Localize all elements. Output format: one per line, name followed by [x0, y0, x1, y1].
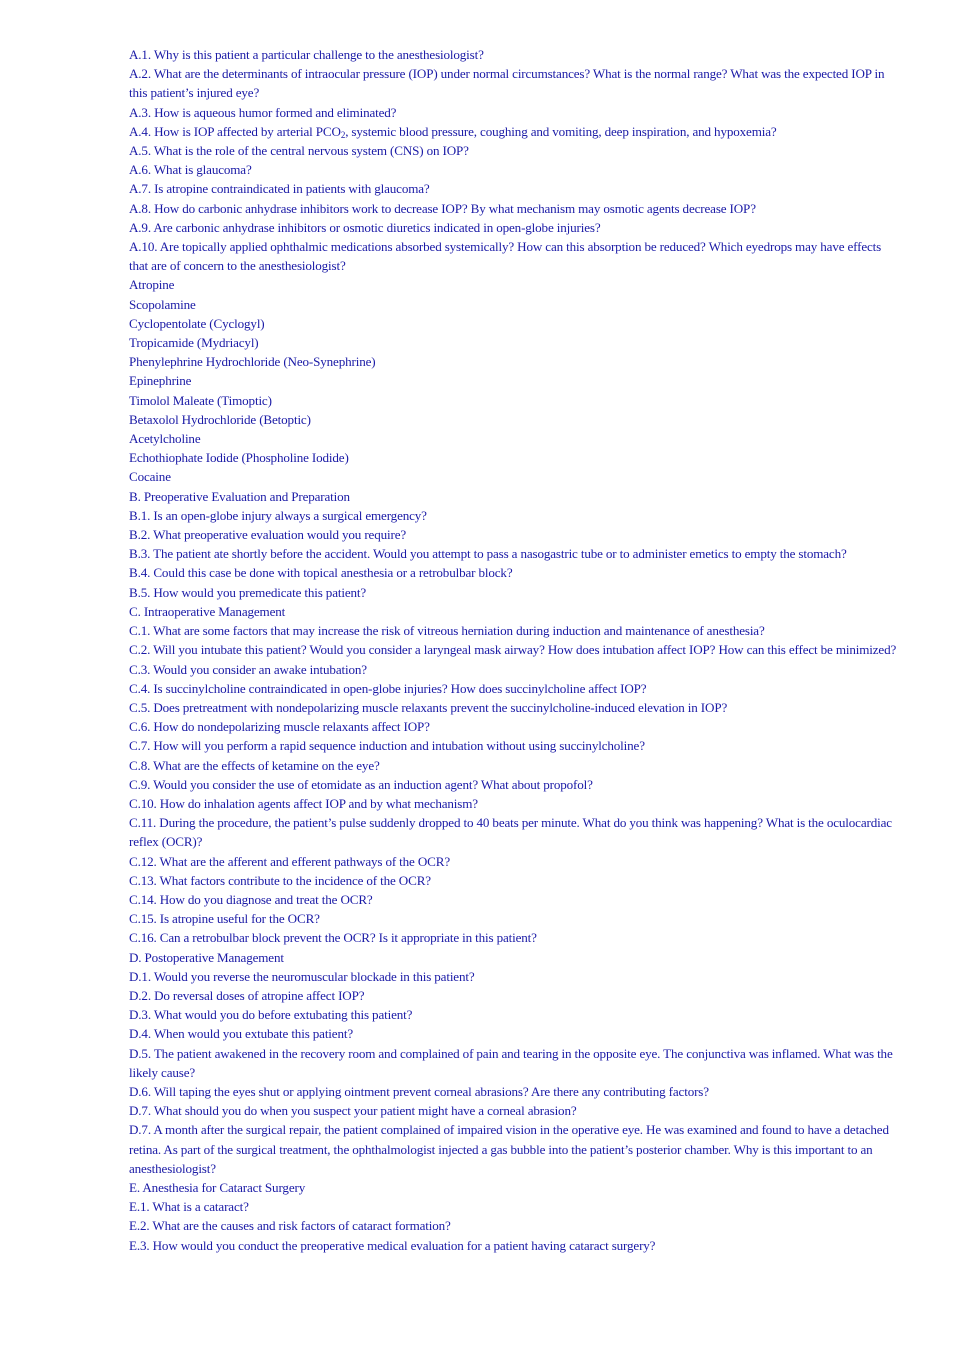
outline-link-text: C.1. What are some factors that may increase the risk of vitreous herniation during induction and maintenance of anesthesia?	[129, 623, 765, 639]
outline-link-text: C.5. Does pretreatment with nondepolarizing muscle relaxants prevent the succinylcholine-induced elevation in IOP?	[129, 699, 728, 715]
outline-link[interactable]	[129, 640, 897, 659]
outline-link[interactable]	[129, 563, 897, 582]
outline-link[interactable]	[129, 717, 897, 736]
outline-link[interactable]	[129, 160, 897, 179]
outline-link-text: A.5. What is the role of the central nervous system (CNS) on IOP?	[129, 143, 469, 159]
outline-link[interactable]	[129, 333, 897, 352]
question-outline-list	[129, 45, 897, 1255]
outline-link-text: D.7. A month after the surgical repair, the patient complained of impaired vision in the operative eye. He was examined and found to have a detached retina. As part of the surgical treatment, the ophthalmologist injected a gas bubble into the patient’s posterior chamber. Why is this important to an anesthesiologist?	[129, 1122, 889, 1176]
outline-link-text: A.8. How do carbonic anhydrase inhibitors work to decrease IOP? By what mechanism may osmotic agents decrease IOP?	[129, 200, 756, 216]
outline-link-text: B.2. What preoperative evaluation would you require?	[129, 527, 407, 543]
outline-link-text: A.1. Why is this patient a particular challenge to the anesthesiologist?	[129, 47, 484, 62]
outline-link[interactable]	[129, 371, 897, 390]
outline-link-text: E.3. How would you conduct the preoperative medical evaluation for a patient having cataract surgery?	[129, 1237, 656, 1253]
outline-link[interactable]	[129, 429, 897, 448]
outline-link[interactable]	[129, 698, 897, 717]
outline-link[interactable]	[129, 1197, 897, 1216]
outline-link[interactable]	[129, 103, 897, 122]
outline-link-text: Scopolamine	[129, 296, 196, 312]
outline-link-text: C.3. Would you consider an awake intubation?	[129, 661, 367, 677]
outline-link-text: D. Postoperative Management	[129, 949, 284, 965]
outline-link[interactable]	[129, 506, 897, 525]
outline-link-text: Epinephrine	[129, 373, 192, 389]
outline-link[interactable]	[129, 64, 897, 102]
outline-link[interactable]	[129, 1024, 897, 1043]
outline-link-text: Timolol Maleate (Timoptic)	[129, 392, 272, 408]
outline-link[interactable]	[129, 448, 897, 467]
outline-link-text: D.1. Would you reverse the neuromuscular blockade in this patient?	[129, 968, 475, 984]
outline-link[interactable]	[129, 928, 897, 947]
outline-link[interactable]	[129, 1044, 897, 1082]
outline-link-text: A.3. How is aqueous humor formed and eliminated?	[129, 104, 397, 120]
outline-link-text: Atropine	[129, 277, 175, 293]
outline-link-text: E. Anesthesia for Cataract Surgery	[129, 1179, 306, 1195]
outline-link[interactable]	[129, 391, 897, 410]
outline-link[interactable]	[129, 1101, 897, 1120]
outline-link[interactable]	[129, 467, 897, 486]
outline-link[interactable]	[129, 525, 897, 544]
outline-link-text: C.4. Is succinylcholine contraindicated in open-globe injuries? How does succinylcholine affect IOP?	[129, 680, 647, 696]
outline-link-text-continued: , systemic blood pressure, coughing and vomiting, deep inspiration, and hypoxemia?	[345, 123, 777, 139]
outline-link[interactable]	[129, 583, 897, 602]
outline-link-text: C. Intraoperative Management	[129, 603, 286, 619]
outline-link[interactable]	[129, 218, 897, 237]
outline-link-text: Cyclopentolate (Cyclogyl)	[129, 315, 265, 331]
outline-link-text: A.9. Are carbonic anhydrase inhibitors or osmotic diuretics indicated in open-globe injuries?	[129, 219, 601, 235]
outline-link-text: E.1. What is a cataract?	[129, 1199, 249, 1215]
outline-link-text: D.6. Will taping the eyes shut or applying ointment prevent corneal abrasions? Are there any contributing factors?	[129, 1083, 709, 1099]
outline-link-text: A.2. What are the determinants of intraocular pressure (IOP) under normal circumstances? What is the normal range? What was the expected IOP in this patient’s injured eye?	[129, 66, 885, 101]
outline-link[interactable]	[129, 237, 897, 275]
outline-link-text: D.3. What would you do before extubating this patient?	[129, 1007, 413, 1023]
outline-link[interactable]	[129, 314, 897, 333]
outline-link[interactable]	[129, 45, 897, 64]
outline-link[interactable]	[129, 890, 897, 909]
outline-link-text: C.2. Will you intubate this patient? Would you consider a laryngeal mask airway? How does intubation affect IOP? How can this effect be minimized?	[129, 642, 897, 658]
outline-link[interactable]	[129, 141, 897, 160]
outline-link-text: D.7. What should you do when you suspect your patient might have a corneal abrasion?	[129, 1103, 577, 1119]
outline-link-text: C.16. Can a retrobulbar block prevent the OCR? Is it appropriate in this patient?	[129, 930, 537, 946]
outline-link-text: C.10. How do inhalation agents affect IOP and by what mechanism?	[129, 795, 478, 811]
outline-link-text: B.3. The patient ate shortly before the accident. Would you attempt to pass a nasogastric tube or to administer emetics to empty the stomach?	[129, 546, 847, 562]
outline-link[interactable]	[129, 794, 897, 813]
outline-link-text: B.4. Could this case be done with topical anesthesia or a retrobulbar block?	[129, 565, 513, 581]
outline-link-text: C.15. Is atropine useful for the OCR?	[129, 911, 320, 927]
outline-link[interactable]	[129, 948, 897, 967]
outline-link[interactable]	[129, 621, 897, 640]
outline-link-text: B.1. Is an open-globe injury always a surgical emergency?	[129, 507, 427, 523]
outline-link[interactable]	[129, 986, 897, 1005]
outline-link[interactable]	[129, 602, 897, 621]
outline-link[interactable]	[129, 660, 897, 679]
outline-link[interactable]	[129, 199, 897, 218]
outline-link[interactable]	[129, 1216, 897, 1235]
outline-link-text: Phenylephrine Hydrochloride (Neo-Synephrine)	[129, 354, 376, 370]
outline-link-text: Betaxolol Hydrochloride (Betoptic)	[129, 411, 311, 427]
outline-link[interactable]	[129, 295, 897, 314]
outline-link[interactable]	[129, 1005, 897, 1024]
outline-link[interactable]	[129, 352, 897, 371]
outline-link[interactable]	[129, 967, 897, 986]
outline-link-text: C.8. What are the effects of ketamine on the eye?	[129, 757, 380, 773]
outline-link-text: C.9. Would you consider the use of etomidate as an induction agent? What about propofol?	[129, 776, 593, 792]
outline-link-text: B.5. How would you premedicate this patient?	[129, 584, 367, 600]
outline-link[interactable]	[129, 909, 897, 928]
outline-link[interactable]	[129, 487, 897, 506]
outline-link[interactable]	[129, 544, 897, 563]
outline-link-subscript: 2	[340, 129, 346, 140]
outline-link-text: A.6. What is glaucoma?	[129, 162, 252, 178]
outline-link[interactable]	[129, 775, 897, 794]
outline-link-text: D.2. Do reversal doses of atropine affect IOP?	[129, 987, 365, 1003]
outline-link-text: E.2. What are the causes and risk factors of cataract formation?	[129, 1218, 451, 1234]
outline-link[interactable]	[129, 756, 897, 775]
outline-link[interactable]	[129, 736, 897, 755]
outline-link-text: C.7. How will you perform a rapid sequence induction and intubation without using succinylcholine?	[129, 738, 645, 754]
outline-link[interactable]	[129, 813, 897, 851]
outline-link-text: D.4. When would you extubate this patient?	[129, 1026, 354, 1042]
outline-link-text: B. Preoperative Evaluation and Preparation	[129, 488, 350, 504]
outline-link[interactable]	[129, 179, 897, 198]
outline-link[interactable]	[129, 1082, 897, 1101]
outline-link-text: A.10. Are topically applied ophthalmic medications absorbed systemically? How can this absorption be reduced? Which eyedrops may have effects that are of concern to the anesthesiologist?	[129, 239, 882, 274]
outline-link-text: Tropicamide (Mydriacyl)	[129, 335, 259, 351]
outline-link[interactable]	[129, 1120, 897, 1178]
outline-link-text: A.4. How is IOP affected by arterial PCO	[129, 123, 341, 139]
outline-link-text: C.13. What factors contribute to the incidence of the OCR?	[129, 872, 431, 888]
outline-link-text: Acetylcholine	[129, 431, 201, 447]
outline-link[interactable]	[129, 852, 897, 871]
outline-link-text: C.12. What are the afferent and efferent pathways of the OCR?	[129, 853, 450, 869]
outline-link-text: C.11. During the procedure, the patient’s pulse suddenly dropped to 40 beats per minute. What do you think was happening? What is the oculocardiac reflex (OCR)?	[129, 815, 892, 850]
outline-link-text: C.6. How do nondepolarizing muscle relaxants affect IOP?	[129, 719, 430, 735]
outline-link-text: Echothiophate Iodide (Phospholine Iodide)	[129, 450, 349, 466]
outline-link-text: C.14. How do you diagnose and treat the OCR?	[129, 891, 373, 907]
outline-link[interactable]	[129, 275, 897, 294]
outline-link[interactable]	[129, 1178, 897, 1197]
outline-link[interactable]	[129, 871, 897, 890]
outline-link[interactable]	[129, 122, 897, 141]
outline-link[interactable]	[129, 1236, 897, 1255]
outline-link-text: Cocaine	[129, 469, 171, 485]
outline-link-text: A.7. Is atropine contraindicated in patients with glaucoma?	[129, 181, 430, 197]
outline-link-text: D.5. The patient awakened in the recovery room and complained of pain and tearing in the opposite eye. The conjunctiva was inflamed. What was the likely cause?	[129, 1045, 893, 1080]
outline-link[interactable]	[129, 679, 897, 698]
outline-link[interactable]	[129, 410, 897, 429]
